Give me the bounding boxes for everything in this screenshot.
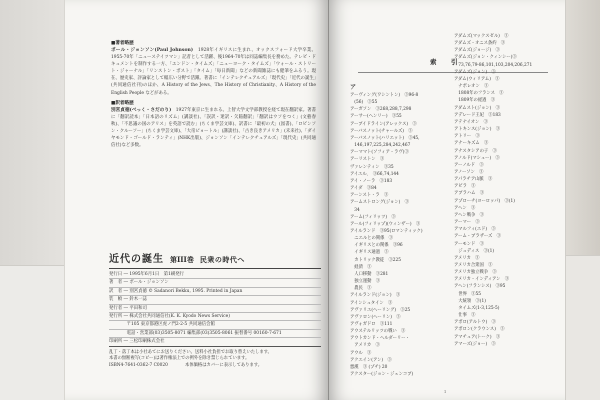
index-entry: アダム(ウィリアム) ③ bbox=[454, 76, 500, 82]
index-page bbox=[328, 0, 566, 400]
index-entry: アームストロング(ジョン) ③ bbox=[350, 200, 409, 206]
index-entry: アダムズ(ジョン) ③ bbox=[454, 69, 496, 75]
colophon-line: 訳 者 ― 別宮貞徳 © Sadanori Bekku, 1995. Printed in Japan bbox=[109, 288, 321, 296]
index-entry: アトリー ③ bbox=[454, 134, 480, 140]
index-entry: アーサー(ヘンリー) ③55 bbox=[350, 114, 402, 120]
index-entry: アダムスト(ジョン) ③ bbox=[454, 105, 500, 111]
index-entry: アーヴィング(ワシントン) ③96-8 bbox=[350, 93, 419, 98]
translator-bio-text bbox=[111, 107, 316, 150]
index-entry: アデレード王妃 ③183 bbox=[454, 112, 501, 118]
index-entry: アマーズ(ジョー) ③ bbox=[454, 341, 496, 347]
author-bio: 1928年イギリスに生まれ、オックスフォード大学卒業。1955-70年「ニューステイツマン」記者として活躍、後1964-70年は同誌編集長を務めた。テレビ・ドキュメントを制作する一方、「エンドン・タイムズ」「ニューヨーク・タイムズ」「ウォール・ストリート・ジャーナル」「リンストン・ポスト」「タイム」「毎日新聞」などの新聞雑誌にも健筆をふるう。現在、歴史家、評論家として幅広い分野で活躍。著書に「インテレクチュアルズ」「現代史」「近代の誕生」(共同通信社刊)のほか、A History of the Jews、The History of Christianity、A History of the English People などがある。 bbox=[111, 48, 316, 96]
author-bio-text bbox=[111, 47, 316, 97]
index-entry: アクスター(ジョン・ジェンコブ) bbox=[350, 372, 414, 378]
index-entry: アイダ ③84 bbox=[350, 186, 377, 192]
colophon-footer-line: 本書の無断複写(コピー)は著作権法上での例外を除き禁じられています。 bbox=[109, 356, 250, 362]
index-entry: アヘン ③ bbox=[454, 205, 476, 211]
index-column-2 bbox=[454, 33, 553, 348]
index-entry: アブラハム ③ bbox=[454, 191, 485, 197]
index-entry: 34 bbox=[350, 207, 360, 213]
colophon-page bbox=[64, 0, 328, 400]
index-entry: アール(フィリップ)(ウィンザー) ③ bbox=[350, 221, 421, 227]
index-entry: アヴォガドロ ③111 bbox=[350, 322, 393, 327]
index-entry: アウトカンド・ヘルダーリー・ bbox=[350, 336, 410, 342]
index-entry: アメリカ ③ bbox=[454, 255, 480, 261]
index-entry: 仕事 ③ bbox=[454, 313, 476, 319]
index-entry: アヘン戦争 ③ bbox=[454, 212, 484, 218]
index-entry: アクエイン(アン) ③ bbox=[350, 357, 392, 363]
colophon-footer bbox=[109, 350, 321, 370]
index-entry: ジュディス ③(1) bbox=[454, 248, 495, 254]
colophon-footer-line: 乱丁・落丁本は小社あてにお送りください。送料小社負担でお取り替えいたします。 bbox=[109, 349, 272, 355]
colophon bbox=[109, 250, 321, 369]
colophon-line: 〒105 東京都港区虎ノ門2-2-5 共同通信会館 bbox=[109, 321, 321, 329]
index-entry: アイルランド(ジョン) ③ bbox=[350, 293, 401, 299]
index-entry: アパラチア山脈 ③ bbox=[454, 177, 493, 183]
index-entry: アウステルリッツの戦い ③ bbox=[350, 329, 406, 335]
index-entry: ナポレオン ③ bbox=[454, 84, 489, 90]
index-entry: アダムズ(ジョージ) ③ bbox=[454, 48, 500, 54]
index-entry: アダムズ(ジョン・クィンシー)③ bbox=[454, 55, 517, 61]
index-entry: アイ・ノーラ ③183 bbox=[350, 178, 393, 184]
desk-right-strip bbox=[566, 255, 600, 400]
index-entry: アイエル、 ③66,74,144 bbox=[350, 171, 399, 177]
index-entry: 大統領 ③(1) bbox=[454, 298, 486, 304]
open-book bbox=[64, 0, 566, 400]
index-entry: 悪漢 ③ (プチ) 20 bbox=[350, 364, 388, 370]
index-entry: (56) ③55 bbox=[350, 100, 378, 106]
translator-bio: 1927年東京に生まれる。上智大学文学部教授を経て現在翻訳家。著書に「翻訳読本」「日本語のリズム」(講談社)、「誤訳・迷訳・欠陥翻訳」「翻訳はウソをつく」(文藝春秋)、「不思議の国のアリス」を英語で読む」(ちくま学芸文庫)、訳書に「最初の犬」(図書)、「ロビンソン・クルーソー」(ちくま学芸文庫)、「大帝ピョートル」(講談社)、「古き良きアメリカ」(未来社)、「ダイヤモンド・ゴールド・ランティ」(NHK出版)、ジョンソン「インテレクチュアルズ」「現代史」(共同通信社)など多数。 bbox=[111, 107, 316, 149]
index-entry: アーブイドライン(アレックス) ③ bbox=[350, 121, 417, 127]
index-entry: アメリカ独立戦争 ③ bbox=[454, 270, 497, 276]
index-entry: アメリカ・インディアン ③ bbox=[454, 277, 510, 283]
colophon-line: 電話・営業部(03)3505-8071 編集部(03)3505-8061 振替番号 00160-7-671 bbox=[109, 330, 321, 338]
index-entry: 人口移動 ③281 bbox=[350, 271, 389, 277]
index-entry: アーンスト・ラ ③ bbox=[350, 193, 389, 199]
index-entry: アーム・ブラザーズ ③ bbox=[454, 234, 501, 240]
book-subtitle: 民衆の時代へ bbox=[199, 255, 245, 264]
index-entry: タイムズ(1-3,125-5) bbox=[454, 305, 500, 311]
index-entry: 73,76,79-86,101,103,204,206,271 bbox=[454, 62, 533, 68]
book-title: 近代の誕生 bbox=[109, 254, 164, 265]
index-entry: 1809年の経過 ③ bbox=[454, 98, 496, 104]
index-entry: アポロ(アルトウ) ③ bbox=[454, 320, 496, 326]
translator-heading: ■訳者略歴 bbox=[111, 100, 134, 106]
index-entry: 世界 ③55 bbox=[454, 291, 481, 297]
colophon-line: 発行日 ― 1995年6月1日 第1刷発行 bbox=[109, 271, 321, 279]
index-entry: 独立運動 ③ bbox=[350, 279, 381, 285]
colophon-line: 発行者 ― 平田和司 bbox=[109, 305, 321, 313]
index-entry: アテナイオン ③ bbox=[454, 119, 488, 125]
author-name: ポール・ジョンソン(Paul Johnson) bbox=[111, 48, 194, 53]
desk-left-strip bbox=[0, 265, 64, 400]
index-entry: アヘン(フランシス) ③95 bbox=[454, 284, 506, 290]
index-columns bbox=[350, 33, 555, 393]
index-entry: アダムズ・オニス条約 ③ bbox=[454, 41, 506, 47]
index-entry: アメリカ ③ bbox=[350, 343, 380, 349]
index-entry: アーノルド ③ bbox=[454, 162, 484, 168]
book-gutter bbox=[328, 0, 329, 400]
author-profile bbox=[111, 40, 316, 152]
translator-name: 別宮貞徳(べっく・さだのり) bbox=[111, 107, 172, 113]
index-entry: アダムズ(マックスゼル) ③ bbox=[454, 34, 509, 39]
index-entry: 農民 ③ bbox=[350, 286, 372, 292]
index-entry: アーバスノット(ハリエット) ③45, bbox=[350, 135, 420, 141]
index-entry: アーリストン ③ bbox=[350, 157, 385, 163]
colophon-lines bbox=[109, 271, 321, 347]
page-number: 1 bbox=[444, 390, 447, 394]
index-entry: アイルランド ③95(ロマンティック) bbox=[350, 228, 423, 234]
index-entry: アノーソン ③ bbox=[454, 169, 484, 175]
author-block bbox=[111, 40, 316, 97]
index-entry: アナスタシアの子 ③ bbox=[454, 148, 497, 154]
index-entry: アポロン(クラウンス) ③ bbox=[454, 327, 505, 333]
colophon-footer-line: ISBN4-7641-0362-7 C0020 本体価格はカバーに表示してあります。 bbox=[109, 362, 263, 368]
colophon-line: 発行所 ― 株式会社共同通信社(K. K. Kyodo News Service) bbox=[109, 313, 321, 321]
index-entry: ヴァレンティン ③35 bbox=[350, 164, 394, 170]
desk-right bbox=[566, 0, 600, 255]
colophon-line: 装 幀 ― 鈴木一誌 bbox=[109, 296, 321, 304]
index-entry: アノルド(マシュー) ③ bbox=[454, 155, 500, 161]
index-entry: アナーキズム ③ bbox=[454, 141, 489, 147]
index-entry: アプローチ(ヨーロッパ) ③(1) bbox=[454, 198, 515, 204]
index-entry: アウル ③ bbox=[350, 350, 372, 356]
index-entry: アヴァロン(ヘーリン) ③ bbox=[350, 314, 401, 320]
index-entry: アビラ ③ bbox=[454, 184, 476, 190]
index-entry: カトリック教徒 ③225 bbox=[350, 257, 401, 263]
colophon-line: 印刷所 ― 三松印刷株式会社 bbox=[109, 338, 321, 346]
index-entry: アーママト(ソフィア・ラヴ)③ bbox=[350, 150, 409, 156]
index-entry: アマチュア(トーク) ③ bbox=[454, 334, 501, 340]
index-entry: アーマー ③ bbox=[454, 220, 480, 226]
index-entry: イギリス通過 ③ bbox=[350, 250, 389, 256]
index-entry: アマルフィ(エド) ③ bbox=[454, 227, 496, 233]
index-entry: アヴァリエ(ヘーリング) ③25 bbox=[350, 307, 411, 313]
index-entry: アトキンス(ジョン) ③ bbox=[454, 127, 501, 133]
index-entry: イギリスとの関係 ③96 bbox=[350, 243, 403, 249]
index-entry: ニエルとの関係 ③ bbox=[350, 236, 393, 242]
author-heading: ■著者略歴 bbox=[111, 41, 134, 46]
index-entry: 経済 ③ bbox=[350, 264, 372, 270]
index-entry: アーガソン ③268,288,7,298 bbox=[350, 107, 412, 113]
index-entry: アーモンド ③ bbox=[454, 241, 484, 247]
index-entry: アメリカ合衆国 ③ bbox=[454, 263, 493, 268]
index-section-heading: ア bbox=[350, 84, 357, 91]
colophon-line: 著 者 ― ポール・ジョンソン bbox=[109, 279, 321, 287]
book-volume: 第III巻 bbox=[170, 255, 194, 264]
index-entry: アーム(フィリッツ) ③ bbox=[350, 214, 396, 220]
index-entry: 1808年のフランス ③ bbox=[454, 91, 504, 97]
colophon-title bbox=[109, 250, 321, 269]
index-entry: アインシュタイン ③ bbox=[350, 300, 393, 306]
translator-block bbox=[111, 100, 316, 150]
index-column-1 bbox=[350, 83, 449, 378]
index-entry: 146,197,225,284,242,467 bbox=[350, 143, 411, 149]
index-entry: アーバスノット(チャールズ) ③ bbox=[350, 128, 413, 134]
index-title: 索 引 bbox=[430, 58, 462, 66]
